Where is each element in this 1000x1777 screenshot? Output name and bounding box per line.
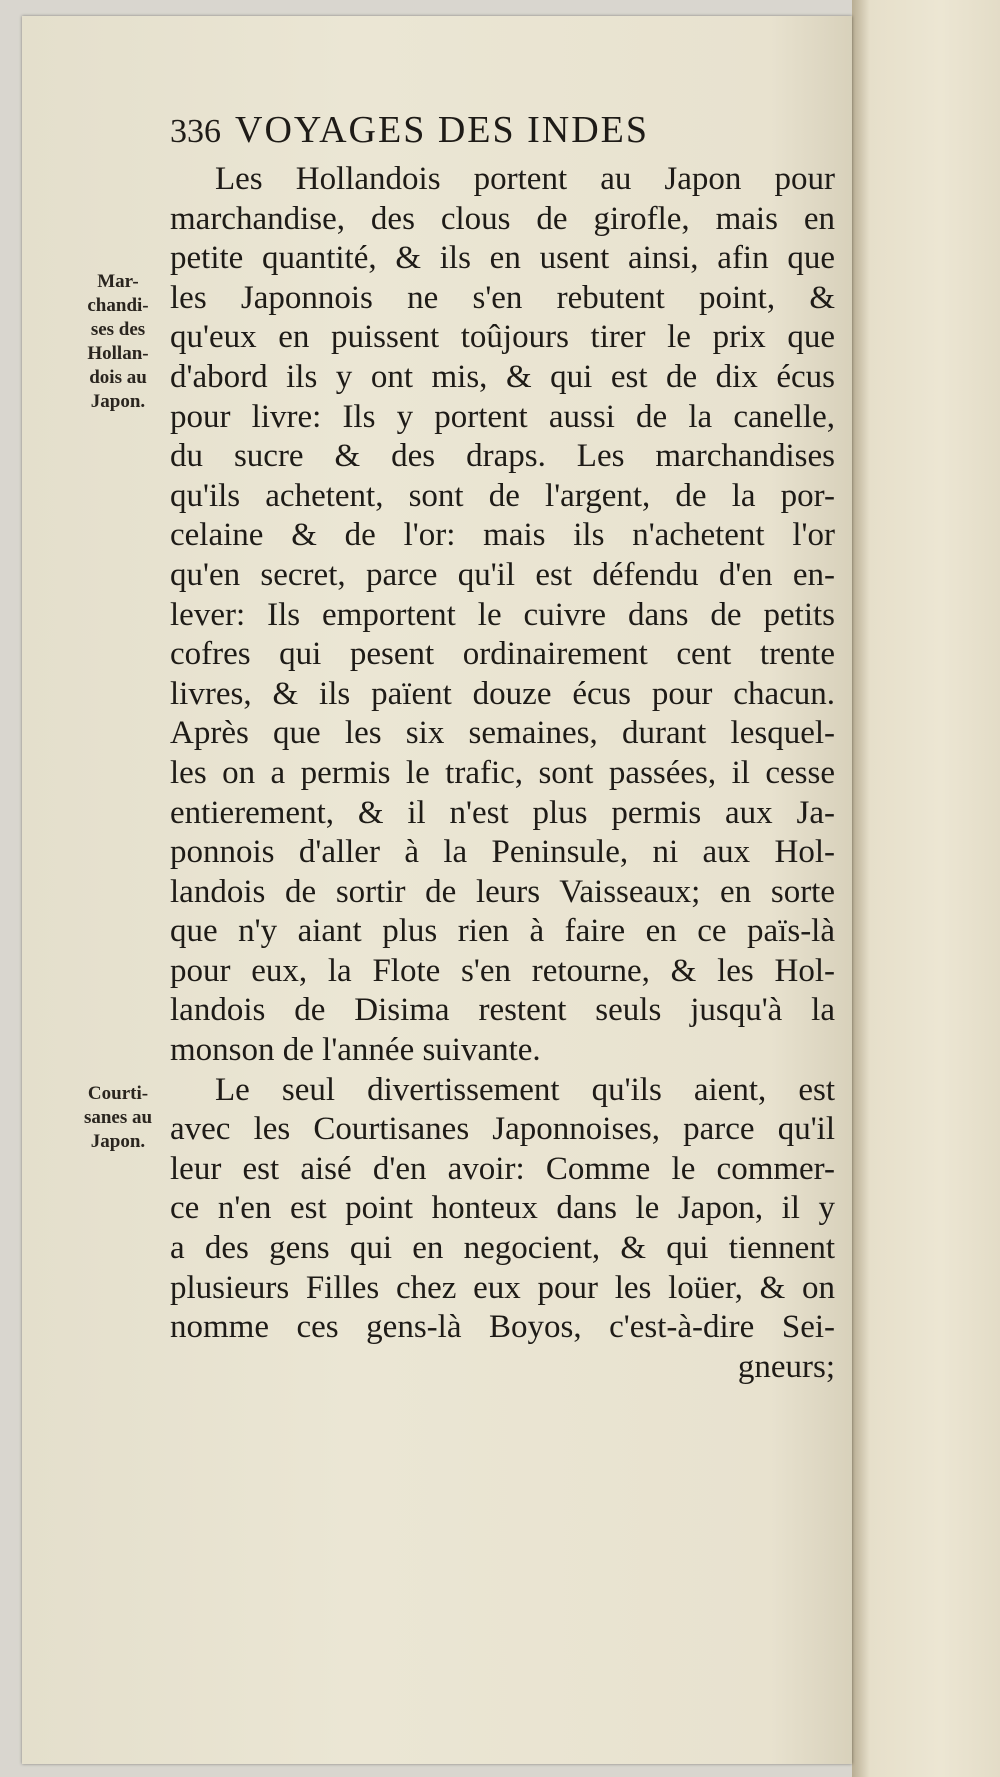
text-line: qu'ils achetent, sont de l'argent, de la por- (170, 477, 835, 514)
text-line: Après que les six semaines, durant lesquel- (170, 715, 835, 752)
margin-note-courtisanes (68, 1082, 168, 1154)
running-header (170, 108, 835, 152)
margin-note-line: Courti- (87, 1083, 149, 1104)
body-text (170, 160, 835, 1387)
text-line: plusieurs Filles chez eux pour les loüer, & on (170, 1269, 835, 1306)
text-line: lever: Ils emportent le cuivre dans de petits (170, 596, 835, 633)
text-line: marchandise, des clous de girofle, mais en (170, 200, 835, 237)
text-line: d'abord ils y ont mis, & qui est de dix écus (170, 358, 835, 395)
text-line: monson de l'année suivante. (170, 1032, 541, 1069)
page-number: 336 (170, 113, 221, 150)
margin-note-line: dois au (89, 367, 147, 388)
text-line: landois de sortir de leurs Vaisseaux; en sorte (170, 873, 835, 910)
text-line: avec les Courtisanes Japonnoises, parce qu'il (170, 1111, 835, 1148)
margin-note-marchandises (68, 270, 168, 414)
text-line: nomme ces gens-là Boyos, c'est-à-dire Sei- (170, 1309, 835, 1346)
running-title: VOYAGES DES INDES (235, 109, 650, 151)
text-line: les Japonnois ne s'en rebutent point, & (170, 279, 835, 316)
text-line: Le seul divertissement qu'ils aient, est (215, 1071, 835, 1108)
catchword: gneurs; (737, 1348, 835, 1385)
text-line: qu'en secret, parce qu'il est défendu d'en en- (170, 556, 835, 593)
text-line: petite quantité, & ils en usent ainsi, afin que (170, 240, 835, 277)
text-line: Les Hollandois portent au Japon pour (215, 161, 835, 197)
text-line: leur est aisé d'en avoir: Comme le commer- (170, 1150, 835, 1187)
text-line: celaine & de l'or: mais ils n'achetent l'or (170, 517, 835, 554)
margin-note-line: ses des (90, 319, 146, 340)
text-line: livres, & ils païent douze écus pour chacun. (170, 675, 835, 712)
margin-note-line: Hollan- (87, 343, 149, 364)
text-line: pour eux, la Flote s'en retourne, & les Hol- (170, 952, 835, 989)
text-line: ce n'en est point honteux dans le Japon, il y (170, 1190, 835, 1227)
text-line: landois de Disima restent seuls jusqu'à la (170, 992, 835, 1029)
text-line: que n'y aiant plus rien à faire en ce païs-là (170, 913, 835, 950)
text-line: cofres qui pesent ordinairement cent trente (170, 636, 835, 673)
text-line: les on a permis le trafic, sont passées, il cesse (170, 754, 835, 791)
margin-note-line: Japon. (90, 1131, 146, 1152)
text-line: du sucre & des draps. Les marchandises (170, 438, 835, 475)
text-line: a des gens qui en negocient, & qui tiennent (170, 1230, 835, 1267)
text-line: ponnois d'aller à la Peninsule, ni aux Hol- (170, 834, 835, 871)
facing-page-edge (852, 0, 1000, 1777)
margin-note-line: chandi- (87, 295, 149, 316)
margin-note-line: sanes au (83, 1107, 153, 1128)
text-line: qu'eux en puissent toûjours tirer le prix que (170, 319, 835, 356)
text-line: entierement, & il n'est plus permis aux Ja- (170, 794, 835, 831)
margin-note-line: Mar- (97, 271, 139, 292)
text-line: pour livre: Ils y portent aussi de la canelle, (170, 398, 835, 435)
margin-note-line: Japon. (90, 391, 146, 412)
